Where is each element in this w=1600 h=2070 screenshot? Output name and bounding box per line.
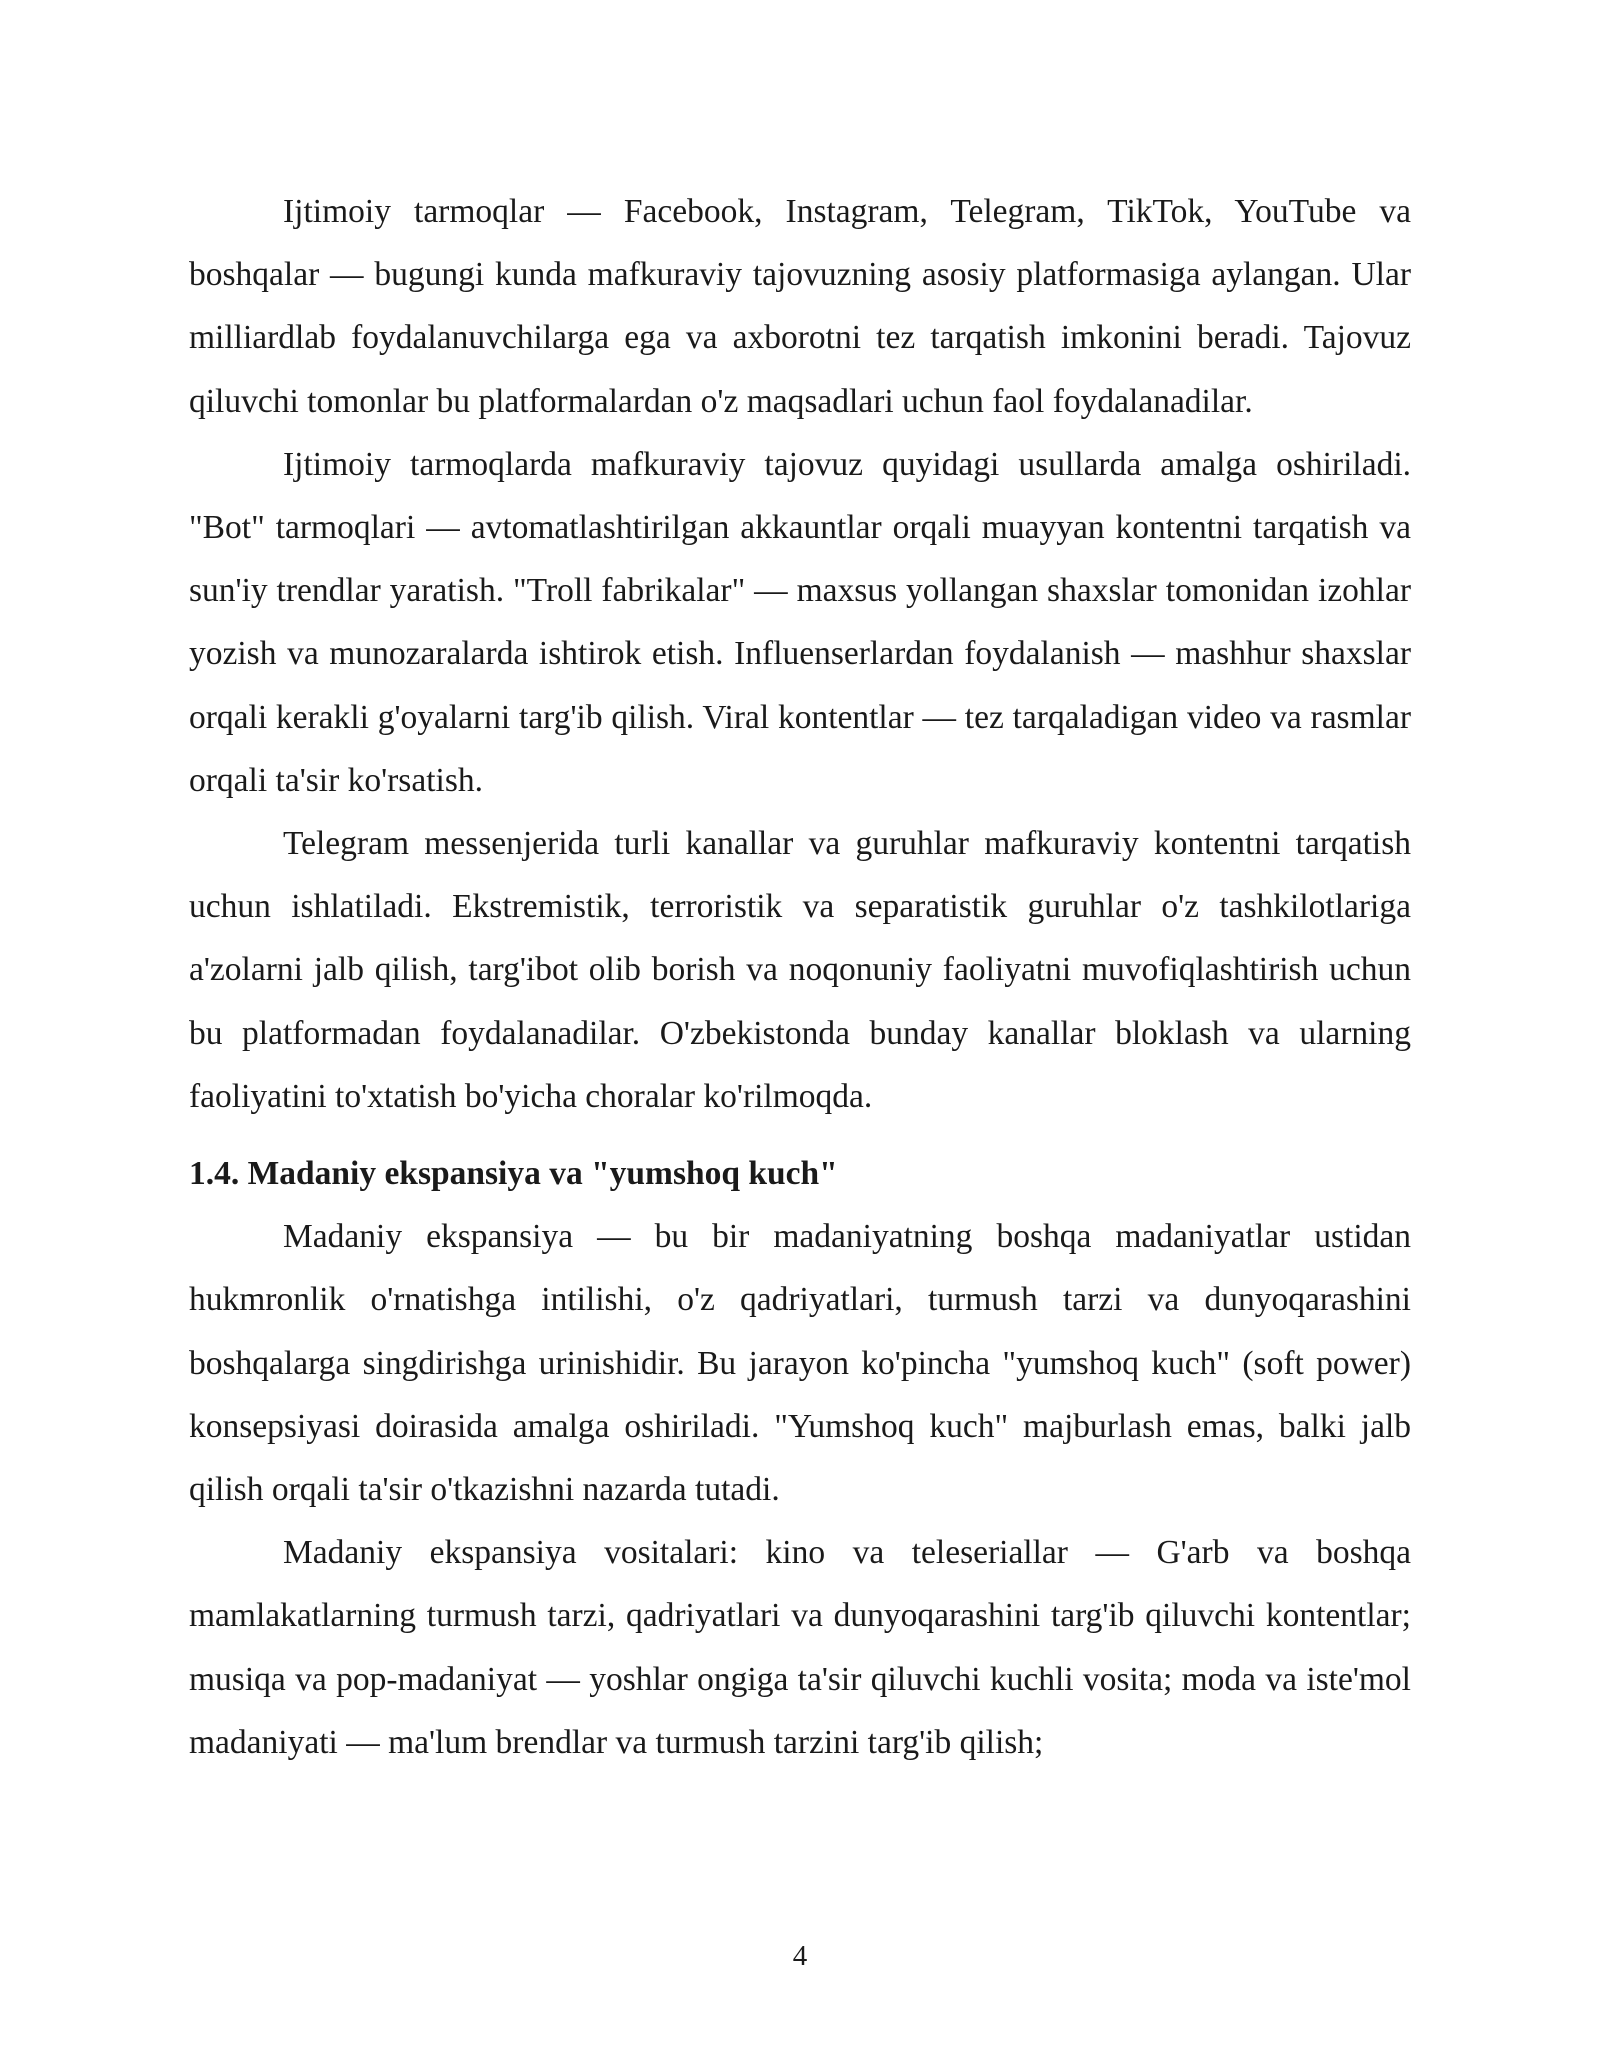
paragraph-aggression-methods: Ijtimoiy tarmoqlarda mafkuraviy tajovuz quyidagi usullarda amalga oshiriladi. "Bot" tarmoqlari — avtomatlashtirilgan akkauntlar orqali muayyan kontentni tarqatish va sun'iy trendlar yaratish. "Troll fabrikalar" — maxsus yollangan shaxslar tomonidan izohlar yozish va munozaralarda ishtirok etish. Influenserlardan foydalanish — mashhur shaxslar orqali kerakli g'oyalarni targ'ib qilish. Viral kontentlar — tez tarqaladigan video va rasmlar orqali ta'sir ko'rsatish. [189,445,1411,799]
paragraph-cultural-expansion: Madaniy ekspansiya — bu bir madaniyatning boshqa madaniyatlar ustidan hukmronlik o'rnatishga intilishi, o'z qadriyatlari, turmush tarzi va dunyoqarashini boshqalarga singdirishga urinishidir. Bu jarayon ko'pincha "yumshoq kuch" (soft power) konsepsiyasi doirasida amalga oshiriladi. "Yumshoq kuch" majburlash emas, balki jalb qilish orqali ta'sir o'tkazishni nazarda tutadi. [189,1218,1411,1509]
page-number: 4 [792,1940,808,1972]
page-body [189,180,1411,1774]
paragraph-expansion-tools: Madaniy ekspansiya vositalari: kino va teleseriallar — G'arb va boshqa mamlakatlarning turmush tarzi, qadriyatlari va dunyoqarashini targ'ib qiluvchi kontentlar; musiqa va pop-madaniyat — yoshlar ongiga ta'sir qiluvchi kuchli vosita; moda va iste'mol madaniyati — ma'lum brendlar va turmush tarzini targ'ib qilish; [189,1534,1411,1761]
paragraph-telegram: Telegram messenjerida turli kanallar va guruhlar mafkuraviy kontentni tarqatish uchun ishlatiladi. Ekstremistik, terroristik va separatistik guruhlar o'z tashkilotlariga a'zolarni jalb qilish, targ'ibot olib borish va noqonuniy faoliyatni muvofiqlashtirish uchun bu platformadan foydalanadilar. O'zbekistonda bunday kanallar bloklash va ularning faoliyatini to'xtatish bo'yicha choralar ko'rilmoqda. [189,825,1411,1115]
section-heading: 1.4. Madaniy ekspansiya va "yumshoq kuch" [189,1155,838,1193]
paragraph-social-networks: Ijtimoiy tarmoqlar — Facebook, Instagram, Telegram, TikTok, YouTube va boshqalar — bugungi kunda mafkuraviy tajovuzning asosiy platformasiga aylangan. Ular milliardlab foydalanuvchilarga ega va axborotni tez tarqatish imkonini beradi. Tajovuz qiluvchi tomonlar bu platformalardan o'z maqsadlari uchun faol foydalanadilar. [189,193,1411,420]
